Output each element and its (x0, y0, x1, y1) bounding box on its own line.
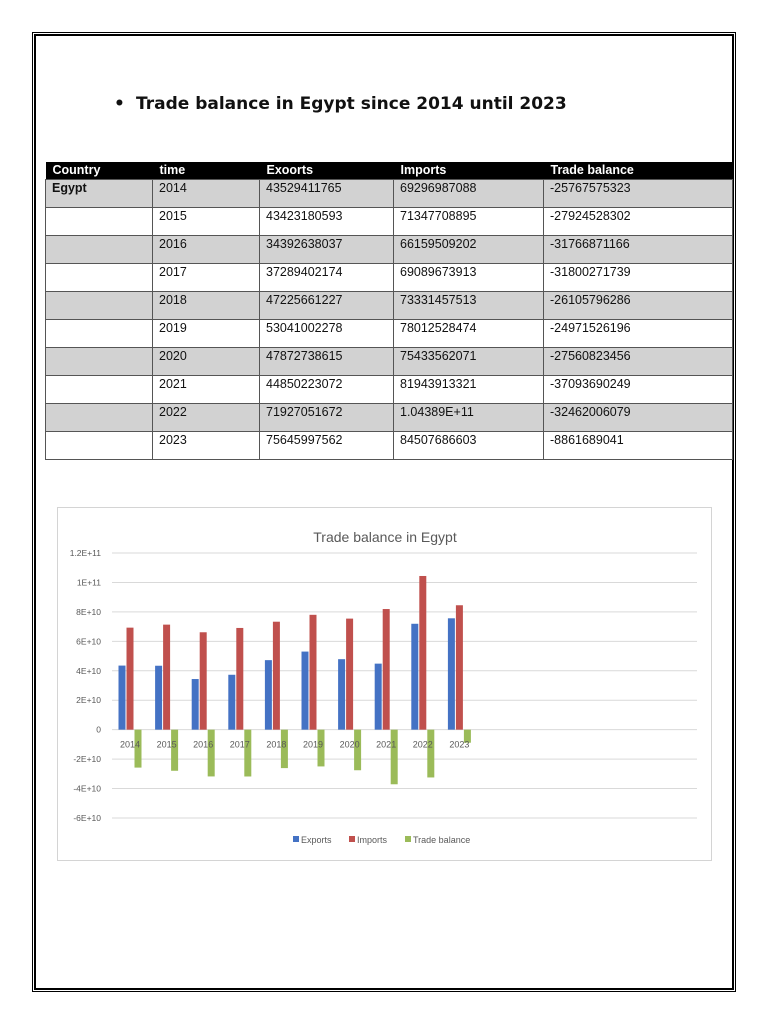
table-row (46, 236, 733, 264)
table-header-row (46, 162, 733, 180)
x-tick-label: 2018 (266, 739, 287, 750)
cell-imports: 84507686603 (394, 432, 544, 460)
legend-label: Imports (357, 835, 388, 845)
cell-exports: 43529411765 (260, 180, 394, 208)
y-tick-label: 1.2E+11 (69, 548, 101, 558)
bar-imports (200, 632, 207, 729)
bar-exports (265, 660, 272, 730)
section-heading (114, 94, 567, 114)
cell-imports: 1.04389E+11 (394, 404, 544, 432)
table-row (46, 264, 733, 292)
y-tick-label: 8E+10 (76, 606, 101, 617)
y-tick-label: -2E+10 (73, 754, 101, 765)
bullet-icon: • (114, 94, 125, 114)
x-tick-label: 2017 (229, 739, 250, 750)
cell-exports: 71927051672 (260, 404, 394, 432)
legend-swatch (349, 836, 355, 842)
cell-trade-balance: -25767575323 (544, 180, 733, 208)
trade-balance-chart (57, 507, 712, 861)
table-row (46, 376, 733, 404)
cell-trade-balance: -27924528302 (544, 208, 733, 236)
table-row (46, 208, 733, 236)
x-tick-label: 2020 (339, 739, 360, 750)
y-tick-label: 2E+10 (76, 695, 101, 706)
bar-imports (163, 625, 170, 730)
cell-country (46, 292, 153, 320)
bar-imports (127, 628, 134, 730)
bar-exports (119, 666, 126, 730)
header-country: Country (46, 162, 153, 180)
cell-country (46, 432, 153, 460)
bar-exports (411, 624, 418, 730)
cell-time: 2018 (153, 292, 260, 320)
cell-time: 2020 (153, 348, 260, 376)
x-tick-label: 2015 (156, 739, 177, 750)
cell-time: 2023 (153, 432, 260, 460)
bar-imports (346, 619, 353, 730)
cell-trade-balance: -24971526196 (544, 320, 733, 348)
heading-text: Trade balance in Egypt since 2014 until 2023 (136, 94, 567, 114)
bar-trade-balance (244, 730, 251, 777)
bar-imports (456, 605, 463, 729)
bar-imports (419, 576, 426, 730)
cell-imports: 73331457513 (394, 292, 544, 320)
cell-time: 2017 (153, 264, 260, 292)
cell-trade-balance: -37093690249 (544, 376, 733, 404)
table-row (46, 292, 733, 320)
y-tick-label: 0 (96, 724, 101, 735)
bar-exports (228, 675, 235, 730)
cell-time: 2015 (153, 208, 260, 236)
y-tick-label: -4E+10 (73, 783, 101, 794)
table-row (46, 320, 733, 348)
bar-imports (273, 622, 280, 730)
cell-trade-balance: -31766871166 (544, 236, 733, 264)
cell-imports: 66159509202 (394, 236, 544, 264)
table-row (46, 180, 733, 208)
cell-imports: 69089673913 (394, 264, 544, 292)
legend-swatch (293, 836, 299, 842)
y-tick-label: 4E+10 (76, 665, 101, 676)
bar-exports (302, 652, 309, 730)
bar-exports (448, 618, 455, 729)
cell-exports: 37289402174 (260, 264, 394, 292)
x-tick-label: 2016 (193, 739, 214, 750)
cell-time: 2019 (153, 320, 260, 348)
header-time: time (153, 162, 260, 180)
cell-imports: 78012528474 (394, 320, 544, 348)
cell-country (46, 264, 153, 292)
chart-title: Trade balance in Egypt (313, 529, 457, 545)
header-trade-balance: Trade balance (544, 162, 733, 180)
cell-imports: 69296987088 (394, 180, 544, 208)
y-tick-label: -6E+10 (73, 813, 101, 823)
bar-exports (375, 664, 382, 730)
bar-trade-balance (354, 730, 361, 771)
cell-country (46, 348, 153, 376)
x-tick-label: 2021 (376, 739, 397, 750)
bar-imports (383, 609, 390, 730)
cell-imports: 81943913321 (394, 376, 544, 404)
cell-time: 2014 (153, 180, 260, 208)
header-imports: Imports (394, 162, 544, 180)
header-exports: Exoorts (260, 162, 394, 180)
cell-country (46, 236, 153, 264)
cell-trade-balance: -31800271739 (544, 264, 733, 292)
bar-trade-balance (171, 730, 178, 771)
legend-swatch (405, 836, 411, 842)
legend-label: Trade balance (413, 835, 471, 845)
bar-trade-balance (391, 730, 398, 785)
cell-trade-balance: -32462006079 (544, 404, 733, 432)
cell-country (46, 208, 153, 236)
cell-time: 2022 (153, 404, 260, 432)
legend-label: Exports (301, 835, 332, 845)
table-row (46, 348, 733, 376)
bar-trade-balance (208, 730, 215, 777)
bar-imports (236, 628, 243, 730)
bar-imports (310, 615, 317, 730)
cell-country (46, 320, 153, 348)
cell-imports: 71347708895 (394, 208, 544, 236)
bar-exports (192, 679, 199, 730)
cell-trade-balance: -8861689041 (544, 432, 733, 460)
cell-exports: 34392638037 (260, 236, 394, 264)
cell-exports: 75645997562 (260, 432, 394, 460)
x-tick-label: 2014 (119, 739, 141, 750)
cell-exports: 44850223072 (260, 376, 394, 404)
cell-time: 2021 (153, 376, 260, 404)
cell-country (46, 376, 153, 404)
table-row (46, 432, 733, 460)
cell-exports: 47872738615 (260, 348, 394, 376)
x-tick-label: 2022 (412, 739, 433, 750)
cell-country (46, 404, 153, 432)
x-tick-label: 2023 (449, 739, 470, 750)
cell-time: 2016 (153, 236, 260, 264)
cell-imports: 75433562071 (394, 348, 544, 376)
cell-trade-balance: -26105796286 (544, 292, 733, 320)
bar-trade-balance (427, 730, 434, 778)
trade-table (45, 162, 733, 460)
cell-country: Egypt (46, 180, 153, 208)
x-tick-label: 2019 (302, 739, 324, 750)
cell-exports: 47225661227 (260, 292, 394, 320)
y-tick-label: 1E+11 (76, 577, 101, 588)
bar-exports (155, 666, 162, 730)
cell-exports: 53041002278 (260, 320, 394, 348)
cell-exports: 43423180593 (260, 208, 394, 236)
bar-exports (338, 659, 345, 729)
y-tick-label: 6E+10 (76, 636, 101, 647)
table-row (46, 404, 733, 432)
cell-trade-balance: -27560823456 (544, 348, 733, 376)
